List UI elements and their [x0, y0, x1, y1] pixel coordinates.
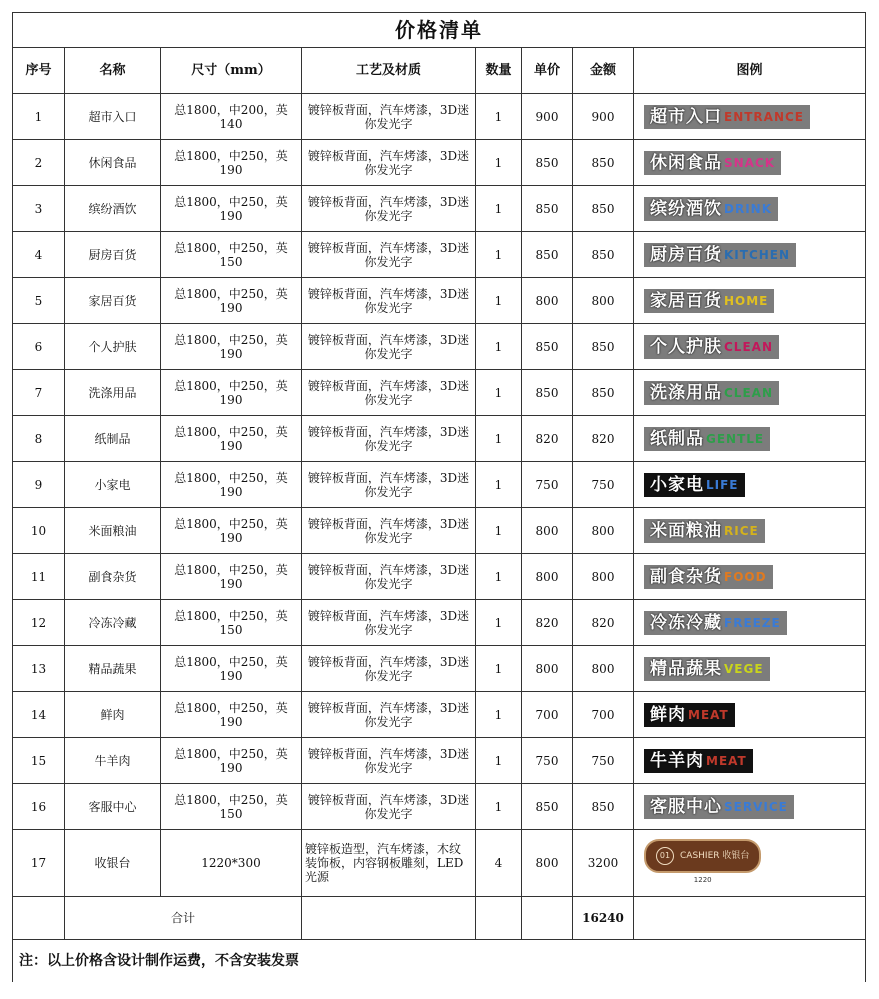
total-empty-cell — [13, 897, 65, 940]
sign-chinese-text: 牛羊肉 — [650, 750, 704, 771]
row-number: 16 — [13, 784, 65, 830]
sign-english-text: FOOD — [724, 569, 767, 584]
row-number: 9 — [13, 462, 65, 508]
sign-english-text: SNACK — [724, 155, 776, 170]
row-number: 2 — [13, 140, 65, 186]
table-row — [13, 324, 866, 370]
row-number: 5 — [13, 278, 65, 324]
table-row — [13, 646, 866, 692]
sign-chinese-text: 客服中心 — [650, 796, 722, 817]
sign-preview — [644, 565, 773, 589]
row-name: 厨房百货 — [65, 232, 161, 278]
row-name: 精品蔬果 — [65, 646, 161, 692]
sign-english-text: CLEAN — [724, 385, 773, 400]
row-amount: 850 — [573, 784, 634, 830]
row-amount: 750 — [573, 462, 634, 508]
sign-preview — [644, 795, 794, 819]
sign-preview-cell — [634, 94, 866, 140]
table-row — [13, 140, 866, 186]
row-number: 7 — [13, 370, 65, 416]
row-price: 800 — [522, 278, 573, 324]
sign-chinese-text: 个人护肤 — [650, 336, 722, 357]
row-qty: 1 — [476, 600, 522, 646]
sign-preview-cell — [634, 232, 866, 278]
sign-preview-cell — [634, 324, 866, 370]
sign-chinese-text: 休闲食品 — [650, 152, 722, 173]
sign-preview — [644, 289, 774, 313]
row-craft: 镀锌板背面，汽车烤漆，3D迷你发光字 — [302, 324, 476, 370]
sign-english-text: MEAT — [706, 753, 747, 768]
row-craft: 镀锌板背面，汽车烤漆，3D迷你发光字 — [302, 600, 476, 646]
row-amount: 750 — [573, 738, 634, 784]
sign-preview — [644, 746, 753, 776]
total-empty-cell — [522, 897, 573, 940]
sign-preview-cell — [634, 462, 866, 508]
total-label: 合计 — [65, 897, 302, 940]
row-craft: 镀锌板背面，汽车烤漆，3D迷你发光字 — [302, 508, 476, 554]
row-price: 850 — [522, 232, 573, 278]
row-qty: 1 — [476, 324, 522, 370]
row-size: 总1800，中250，英150 — [161, 232, 302, 278]
row-number: 6 — [13, 324, 65, 370]
table-row — [13, 784, 866, 830]
row-amount: 800 — [573, 646, 634, 692]
table-row — [13, 692, 866, 738]
sign-chinese-text: 精品蔬果 — [650, 658, 722, 679]
row-amount: 820 — [573, 600, 634, 646]
sign-preview — [644, 381, 779, 405]
row-size: 总1800，中250，英190 — [161, 278, 302, 324]
row-amount: 850 — [573, 370, 634, 416]
footnote: 注：以上价格含设计制作运费，不含安装发票 — [13, 940, 866, 983]
sign-english-text: CLEAN — [724, 339, 773, 354]
table-header-row — [13, 48, 866, 94]
row-amount: 900 — [573, 94, 634, 140]
sign-preview — [644, 470, 745, 500]
sign-preview-cell — [634, 554, 866, 600]
row-number: 17 — [13, 830, 65, 897]
row-name: 家居百货 — [65, 278, 161, 324]
row-number: 8 — [13, 416, 65, 462]
row-number: 3 — [13, 186, 65, 232]
row-price: 850 — [522, 186, 573, 232]
sign-preview-cell — [634, 600, 866, 646]
page-title: 价格清单 — [13, 13, 866, 48]
sign-english-text: LIFE — [706, 477, 739, 492]
row-amount: 850 — [573, 186, 634, 232]
cashier-number: 01 — [656, 847, 674, 865]
total-empty-cell — [634, 897, 866, 940]
table-row — [13, 416, 866, 462]
row-price: 700 — [522, 692, 573, 738]
sign-english-text: FREEZE — [724, 615, 781, 630]
column-header: 图例 — [634, 48, 866, 94]
sign-preview-cell — [634, 646, 866, 692]
row-qty: 1 — [476, 692, 522, 738]
cashier-text: CASHIER 收银台 — [680, 851, 750, 861]
row-number: 12 — [13, 600, 65, 646]
row-price: 850 — [522, 784, 573, 830]
row-number: 15 — [13, 738, 65, 784]
total-empty-cell — [302, 897, 476, 940]
sign-preview-cell — [634, 370, 866, 416]
row-price: 820 — [522, 600, 573, 646]
row-size: 总1800，中250，英190 — [161, 554, 302, 600]
row-qty: 1 — [476, 140, 522, 186]
sign-preview-cell — [634, 278, 866, 324]
row-craft: 镀锌板背面，汽车烤漆，3D迷你发光字 — [302, 140, 476, 186]
table-row — [13, 94, 866, 140]
row-craft: 镀锌板背面，汽车烤漆，3D迷你发光字 — [302, 738, 476, 784]
row-amount: 700 — [573, 692, 634, 738]
cashier-dimension: 1220 — [693, 876, 712, 884]
row-name: 收银台 — [65, 830, 161, 897]
row-name: 超市入口 — [65, 94, 161, 140]
table-row — [13, 232, 866, 278]
row-size: 总1800，中250，英190 — [161, 692, 302, 738]
sign-english-text: DRINK — [724, 201, 773, 216]
row-name: 客服中心 — [65, 784, 161, 830]
row-craft: 镀锌板背面，汽车烤漆，3D迷你发光字 — [302, 462, 476, 508]
row-price: 850 — [522, 140, 573, 186]
sign-english-text: VEGE — [724, 661, 764, 676]
row-craft: 镀锌板背面，汽车烤漆，3D迷你发光字 — [302, 784, 476, 830]
table-row — [13, 462, 866, 508]
row-craft: 镀锌板背面，汽车烤漆，3D迷你发光字 — [302, 370, 476, 416]
row-size: 总1800，中250，英190 — [161, 508, 302, 554]
row-qty: 1 — [476, 186, 522, 232]
cashier-sign — [644, 839, 761, 873]
total-amount: 16240 — [573, 897, 634, 940]
sign-preview — [644, 427, 770, 451]
row-name: 小家电 — [65, 462, 161, 508]
row-name: 冷冻冷藏 — [65, 600, 161, 646]
row-size: 总1800，中250，英150 — [161, 784, 302, 830]
row-size: 总1800，中250，英150 — [161, 600, 302, 646]
row-qty: 1 — [476, 508, 522, 554]
row-craft: 镀锌板背面，汽车烤漆，3D迷你发光字 — [302, 416, 476, 462]
row-size: 总1800，中250，英190 — [161, 324, 302, 370]
sign-preview — [644, 611, 787, 635]
sign-english-text: MEAT — [688, 707, 729, 722]
table-row — [13, 370, 866, 416]
table-row — [13, 738, 866, 784]
row-amount: 800 — [573, 554, 634, 600]
row-amount: 820 — [573, 416, 634, 462]
row-qty: 1 — [476, 370, 522, 416]
row-qty: 1 — [476, 784, 522, 830]
sign-english-text: HOME — [724, 293, 769, 308]
sign-english-text: KITCHEN — [724, 247, 791, 262]
row-qty: 1 — [476, 232, 522, 278]
sign-preview-cell — [634, 830, 866, 897]
sign-chinese-text: 家居百货 — [650, 290, 722, 311]
row-craft: 镀锌板造型，汽车烤漆，木纹装饰板，内容钢板雕刻，LED光源 — [302, 830, 476, 897]
row-craft: 镀锌板背面，汽车烤漆，3D迷你发光字 — [302, 646, 476, 692]
sign-english-text: GENTLE — [706, 431, 765, 446]
sign-chinese-text: 洗涤用品 — [650, 382, 722, 403]
table-row — [13, 554, 866, 600]
row-size: 总1800，中250，英190 — [161, 462, 302, 508]
row-size: 总1800，中250，英190 — [161, 738, 302, 784]
column-header: 金额 — [573, 48, 634, 94]
row-number: 4 — [13, 232, 65, 278]
row-name: 米面粮油 — [65, 508, 161, 554]
row-qty: 1 — [476, 462, 522, 508]
sign-preview — [644, 700, 735, 730]
row-name: 纸制品 — [65, 416, 161, 462]
row-size: 总1800，中250，英190 — [161, 646, 302, 692]
sign-chinese-text: 米面粮油 — [650, 520, 722, 541]
row-name: 鲜肉 — [65, 692, 161, 738]
row-craft: 镀锌板背面，汽车烤漆，3D迷你发光字 — [302, 278, 476, 324]
sign-preview-cell — [634, 784, 866, 830]
row-number: 1 — [13, 94, 65, 140]
row-amount: 850 — [573, 324, 634, 370]
row-price: 800 — [522, 508, 573, 554]
column-header: 序号 — [13, 48, 65, 94]
row-name: 牛羊肉 — [65, 738, 161, 784]
sign-chinese-text: 缤纷酒饮 — [650, 198, 722, 219]
row-qty: 1 — [476, 646, 522, 692]
row-qty: 1 — [476, 738, 522, 784]
row-qty: 4 — [476, 830, 522, 897]
row-size: 总1800，中250，英190 — [161, 370, 302, 416]
row-size: 总1800，中250，英190 — [161, 416, 302, 462]
sign-preview — [644, 151, 781, 175]
row-price: 900 — [522, 94, 573, 140]
sign-english-text: RICE — [724, 523, 759, 538]
sign-preview-cell — [634, 140, 866, 186]
sign-english-text: SERVICE — [724, 799, 788, 814]
row-price: 750 — [522, 738, 573, 784]
row-amount: 850 — [573, 232, 634, 278]
row-price: 750 — [522, 462, 573, 508]
row-craft: 镀锌板背面，汽车烤漆，3D迷你发光字 — [302, 186, 476, 232]
row-price: 850 — [522, 370, 573, 416]
row-size: 总1800，中250，英190 — [161, 186, 302, 232]
table-row — [13, 186, 866, 232]
sign-english-text: ENTRANCE — [724, 109, 804, 124]
sign-chinese-text: 超市入口 — [650, 106, 722, 127]
sign-chinese-text: 冷冻冷藏 — [650, 612, 722, 633]
row-price: 800 — [522, 554, 573, 600]
row-amount: 800 — [573, 278, 634, 324]
row-size: 总1800，中250，英190 — [161, 140, 302, 186]
sign-chinese-text: 纸制品 — [650, 428, 704, 449]
row-size: 总1800，中200，英140 — [161, 94, 302, 140]
sign-preview-cell — [634, 738, 866, 784]
row-qty: 1 — [476, 94, 522, 140]
row-number: 10 — [13, 508, 65, 554]
row-craft: 镀锌板背面，汽车烤漆，3D迷你发光字 — [302, 554, 476, 600]
row-name: 个人护肤 — [65, 324, 161, 370]
row-amount: 3200 — [573, 830, 634, 897]
sign-preview-cell — [634, 416, 866, 462]
sign-chinese-text: 鲜肉 — [650, 704, 686, 725]
total-row — [13, 897, 866, 940]
column-header: 单价 — [522, 48, 573, 94]
sign-preview-cell — [634, 508, 866, 554]
sign-preview-cell — [634, 692, 866, 738]
table-row — [13, 830, 866, 897]
cashier-sign-preview — [644, 839, 761, 887]
total-empty-cell — [476, 897, 522, 940]
sign-preview — [644, 519, 765, 543]
row-price: 800 — [522, 830, 573, 897]
row-price: 820 — [522, 416, 573, 462]
row-amount: 800 — [573, 508, 634, 554]
row-name: 缤纷酒饮 — [65, 186, 161, 232]
sign-preview — [644, 335, 779, 359]
row-name: 休闲食品 — [65, 140, 161, 186]
sign-preview — [644, 105, 810, 129]
sign-chinese-text: 小家电 — [650, 474, 704, 495]
sign-preview — [644, 657, 770, 681]
table-row — [13, 508, 866, 554]
sign-preview — [644, 243, 796, 267]
sign-preview — [644, 197, 778, 221]
row-craft: 镀锌板背面，汽车烤漆，3D迷你发光字 — [302, 94, 476, 140]
row-size: 1220*300 — [161, 830, 302, 897]
row-amount: 850 — [573, 140, 634, 186]
row-qty: 1 — [476, 278, 522, 324]
row-qty: 1 — [476, 554, 522, 600]
column-header: 尺寸（mm） — [161, 48, 302, 94]
row-number: 11 — [13, 554, 65, 600]
column-header: 名称 — [65, 48, 161, 94]
price-list-table — [12, 12, 866, 982]
row-price: 800 — [522, 646, 573, 692]
sign-chinese-text: 厨房百货 — [650, 244, 722, 265]
table-row — [13, 278, 866, 324]
sign-preview-cell — [634, 186, 866, 232]
row-number: 13 — [13, 646, 65, 692]
table-row — [13, 600, 866, 646]
row-craft: 镀锌板背面，汽车烤漆，3D迷你发光字 — [302, 692, 476, 738]
column-header: 工艺及材质 — [302, 48, 476, 94]
column-header: 数量 — [476, 48, 522, 94]
row-craft: 镀锌板背面，汽车烤漆，3D迷你发光字 — [302, 232, 476, 278]
row-name: 洗涤用品 — [65, 370, 161, 416]
row-qty: 1 — [476, 416, 522, 462]
sign-chinese-text: 副食杂货 — [650, 566, 722, 587]
row-number: 14 — [13, 692, 65, 738]
row-name: 副食杂货 — [65, 554, 161, 600]
price-list-sheet — [12, 12, 865, 982]
row-price: 850 — [522, 324, 573, 370]
